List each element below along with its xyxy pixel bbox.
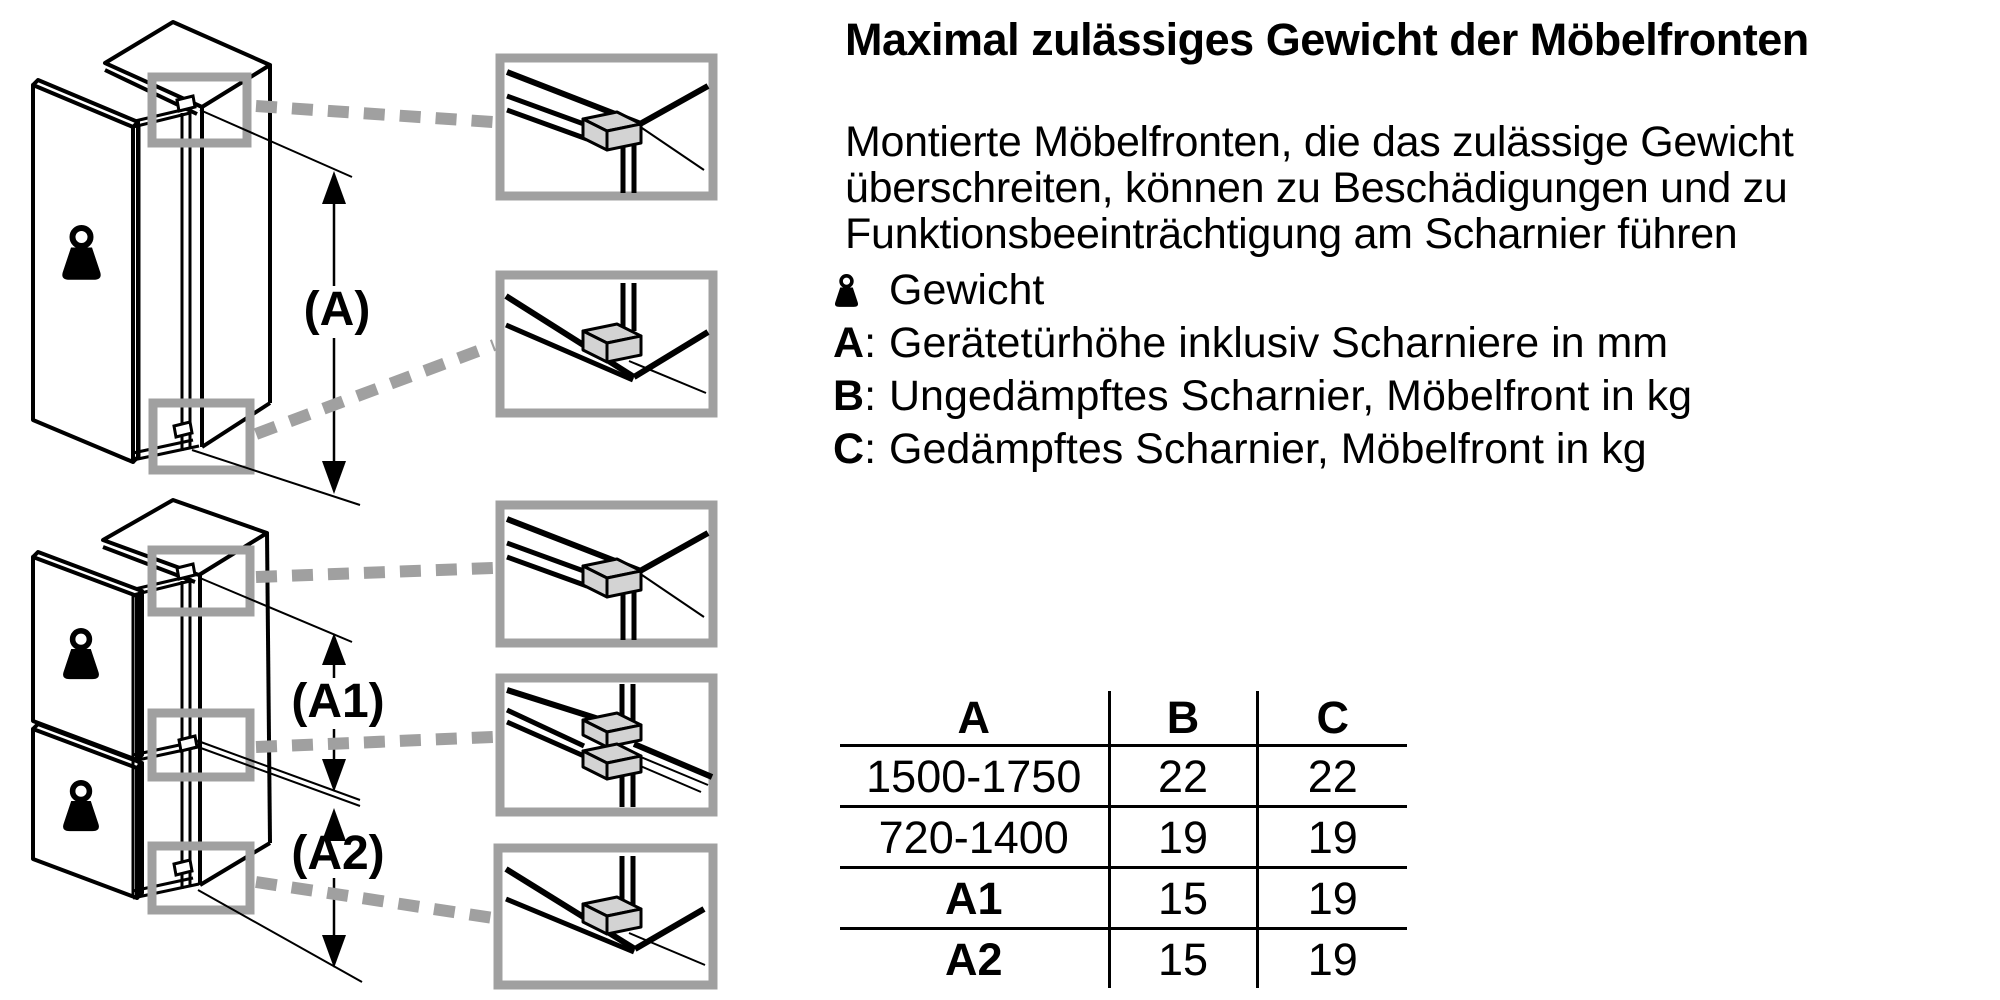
cabinet-outline — [103, 500, 270, 885]
detail-box-bottom-hinge-1 — [500, 275, 713, 413]
legend-colon: : — [864, 372, 877, 420]
detail-box-top-hinge-1 — [500, 58, 713, 196]
dimension-label-a2: (A2) — [291, 827, 385, 880]
table-header-a: A — [840, 691, 1109, 746]
dimension-label-a: (A) — [303, 283, 371, 336]
legend-key: A — [833, 319, 865, 367]
table-row — [840, 868, 1407, 929]
fridge-freezer-drawing — [33, 500, 493, 982]
table-cell: 1500-1750 — [840, 746, 1109, 807]
callout-dashed-line — [256, 568, 493, 577]
table-cell: A1 — [840, 868, 1109, 929]
arrowhead-down — [322, 935, 346, 968]
table-cell: 15 — [1109, 868, 1257, 929]
legend-text: Gerätetürhöhe inklusiv Scharniere in mm — [889, 319, 1669, 367]
callout-dashed-line — [256, 345, 494, 434]
legend-key: B — [833, 372, 865, 420]
legend-text: Gedämpftes Scharnier, Möbelfront in kg — [889, 425, 1647, 473]
furniture-front-panels — [33, 552, 142, 898]
arrowhead-down — [322, 461, 346, 494]
detail-box-top-hinge-2 — [500, 505, 713, 643]
callout-dashed-line — [256, 106, 493, 122]
table-header-row — [840, 691, 1407, 746]
text-column — [845, 0, 1995, 257]
legend-colon: : — [864, 319, 877, 367]
table-cell: 22 — [1109, 746, 1257, 807]
table-cell: 19 — [1109, 807, 1257, 868]
arrowhead-up — [322, 171, 346, 204]
detail-box-middle-hinge — [500, 678, 713, 812]
weight-icon — [63, 631, 99, 679]
legend — [833, 264, 1692, 476]
dimension-a1-arrow — [291, 633, 384, 792]
table-cell: 15 — [1109, 929, 1257, 989]
legend-item-a — [833, 317, 1692, 370]
weight-icon — [833, 274, 860, 310]
installation-diagram — [0, 0, 820, 1000]
dimension-a-arrow — [304, 171, 371, 494]
hinge-block — [583, 713, 641, 779]
callout-dashed-line — [256, 882, 493, 918]
table-cell: 19 — [1257, 868, 1407, 929]
table-row — [840, 929, 1407, 989]
legend-item-b — [833, 370, 1692, 423]
table-header-c: C — [1257, 691, 1407, 746]
table-header-b: B — [1109, 691, 1257, 746]
dimension-label-a1: (A1) — [291, 675, 385, 728]
table-row — [840, 807, 1407, 868]
legend-item-weight — [833, 264, 1692, 317]
fridge-single-door-drawing — [33, 22, 494, 505]
legend-colon: : — [864, 425, 877, 473]
warning-text: Montierte Möbelfronten, die das zulässige Gewicht überschreiten, können zu Beschädigungen und zu Funktionsbeeinträchtigung am Scharnier führen — [845, 117, 1794, 258]
legend-text: Ungedämpftes Scharnier, Möbelfront in kg — [889, 372, 1693, 420]
weight-icon — [63, 783, 99, 831]
table-cell: 22 — [1257, 746, 1407, 807]
legend-item-c — [833, 423, 1692, 476]
legend-key: C — [833, 425, 865, 473]
weight-icon — [62, 228, 100, 280]
table-cell: 19 — [1257, 929, 1407, 989]
detail-box-bottom-hinge-2 — [498, 848, 713, 985]
callout-dashed-line — [256, 737, 493, 747]
table-row — [840, 746, 1407, 807]
table-cell: 720-1400 — [840, 807, 1109, 868]
legend-weight-label: Gewicht — [889, 266, 1045, 314]
weight-table — [840, 691, 1407, 988]
table-cell: A2 — [944, 933, 1003, 985]
page-title: Maximal zulässiges Gewicht der Möbelfronten — [845, 14, 1809, 65]
table-cell: 19 — [1257, 807, 1407, 868]
